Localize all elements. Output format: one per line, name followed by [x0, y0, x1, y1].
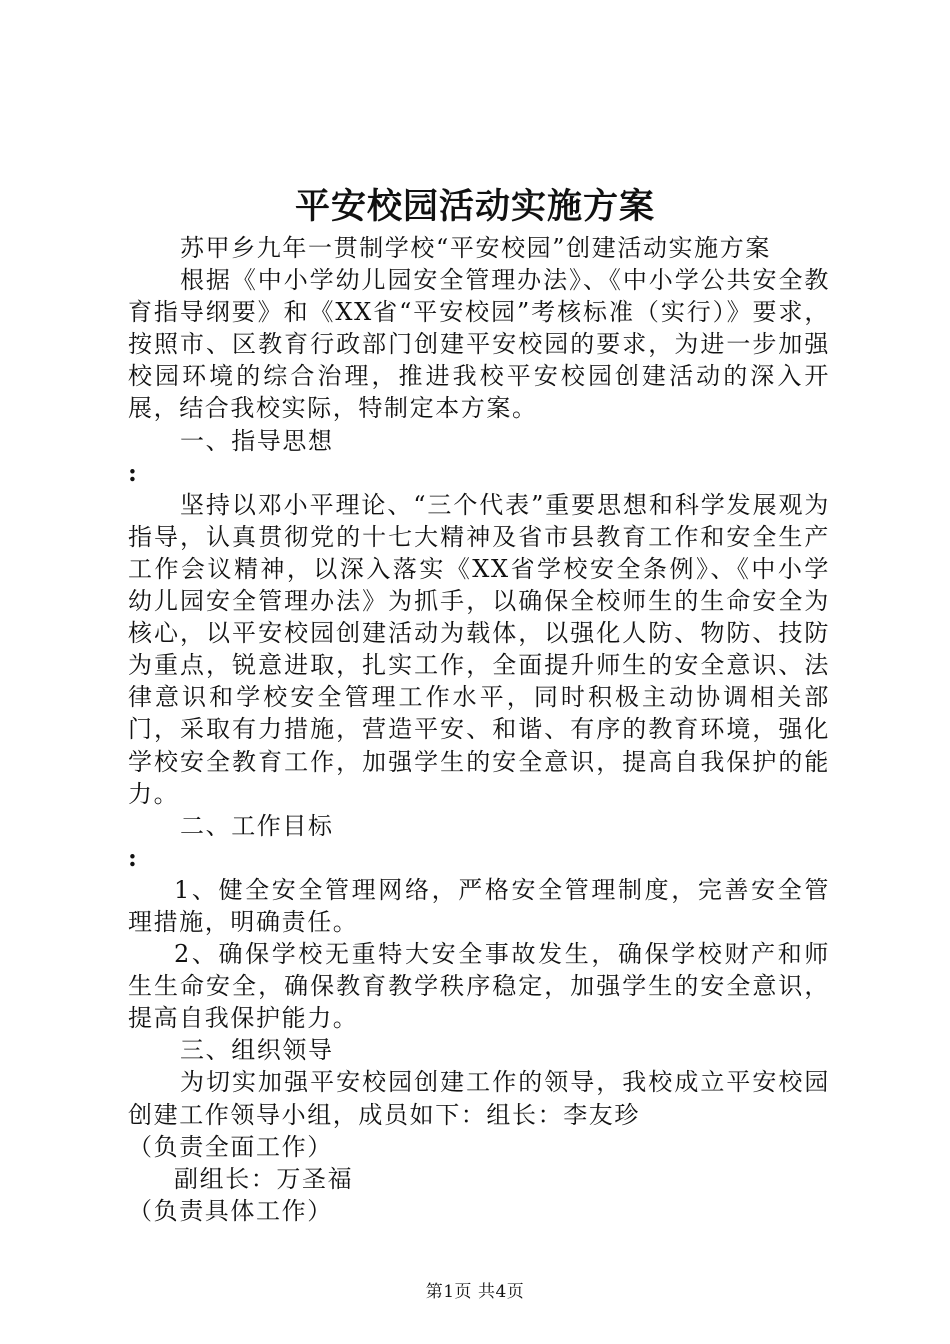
document-title: 平安校园活动实施方案 — [294, 186, 655, 227]
section1-body: 坚持以邓小平理论、“三个代表”重要思想和科学发展观为指导，认真贯彻党的十七大精神及省市县教育工作和安全生产工作会议精神，以深入落实《XX省学校安全条例》、《中小学幼儿园安全管理办法》为抓手，以确保全校师生的生命安全为核心，以平安校园创建活动为载体，以强化人防、物防、技防为重点，锐意进取，扎实工作，全面提升师生的安全意识、法律意识和学校安全管理工作水平，同时积极主动协调相关部门，采取有力措施，营造平安、和谐、有序的教育环境，强化学校安全教育工作，加强学生的安全意识，提高自我保护的能力。 — [128, 490, 830, 808]
section2-heading: 二、工作目标 — [180, 811, 334, 840]
section3-body: 为切实加强平安校园创建工作的领导，我校成立平安校园创建工作领导小组，成员如下：组长：李友珍 — [128, 1068, 830, 1129]
deputy-leader: 副组长：万圣福 — [174, 1164, 354, 1193]
goal-item-1: 1、健全安全管理网络，严格安全管理制度，完善安全管理措施，明确责任。 — [128, 875, 830, 936]
subtitle: 苏甲乡九年一贯制学校“平安校园”创建活动实施方案 — [180, 234, 771, 262]
goal-item-2: 2、确保学校无重特大安全事故发生，确保学校财产和师生生命安全，确保教育教学秩序稳定，加强学生的安全意识，提高自我保护能力。 — [128, 940, 830, 1033]
section1-heading: 一、指导思想 — [180, 426, 334, 455]
leader-note: （负责全面工作） — [128, 1132, 333, 1161]
section1-colon: : — [128, 457, 139, 487]
document-body — [128, 232, 830, 1227]
page-footer: 第1页 共4页 — [425, 1282, 525, 1302]
deputy-note: （负责具体工作） — [128, 1196, 333, 1225]
section2-colon: : — [128, 842, 139, 872]
intro-paragraph: 根据《中小学幼儿园安全管理办法》、《中小学公共安全教育指导纲要》和《XX省“平安校园”考核标准（实行）》要求，按照市、区教育行政部门创建平安校园的要求，为进一步加强校园环境的综合治理，推进我校平安校园创建活动的深入开展，结合我校实际，特制定本方案。 — [128, 266, 830, 423]
section3-heading: 三、组织领导 — [180, 1036, 334, 1065]
